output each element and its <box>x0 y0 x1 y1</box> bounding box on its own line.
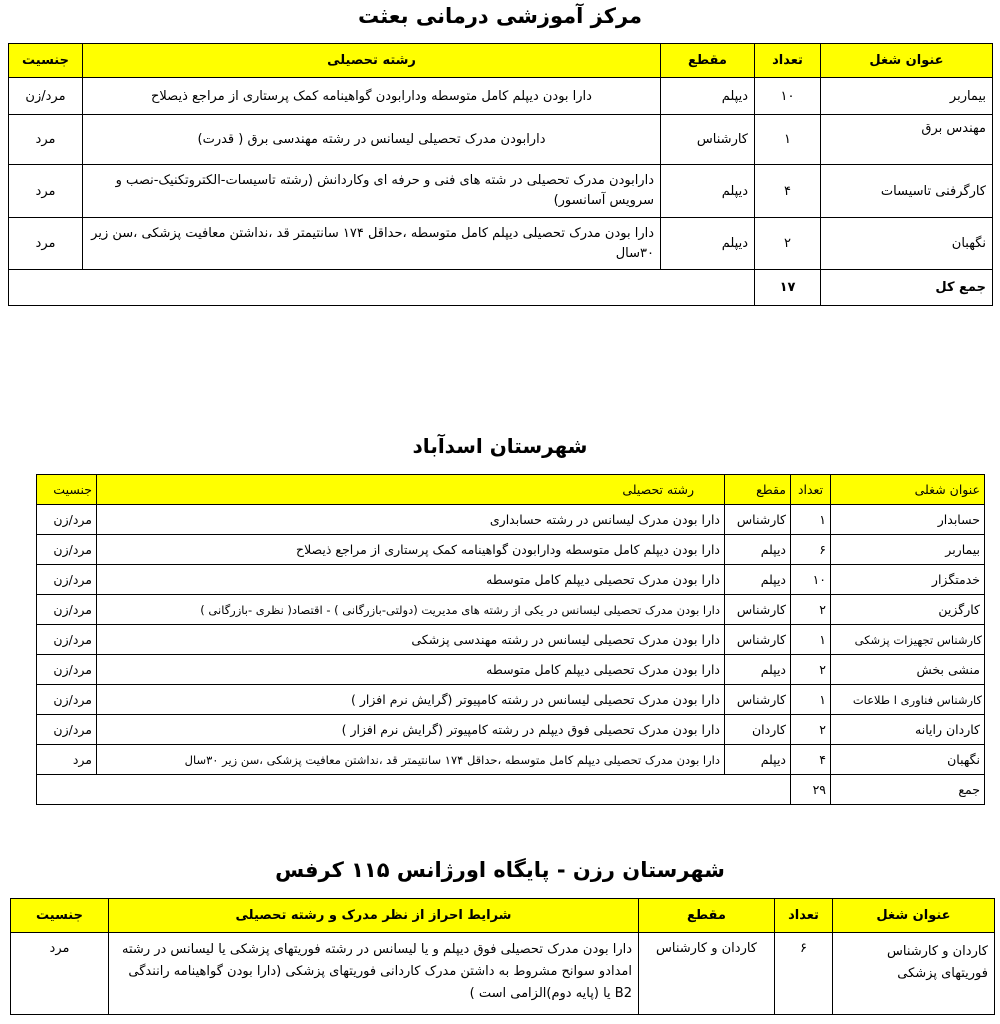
section1-table <box>8 43 993 306</box>
count-cell: ۶ <box>775 933 833 1015</box>
job-title-cell: بیماربر <box>831 535 985 565</box>
gender-cell: مرد/زن <box>9 78 83 115</box>
header-degree: مقطع <box>725 475 791 505</box>
field-cell: دارا بودن مدرک تحصیلی دیپلم کامل متوسطه ،حداقل ۱۷۴ سانتیمتر قد ،نداشتن معافیت پزشکی ،سن زیر ۳۰سال <box>97 745 725 775</box>
count-cell: ۱ <box>791 625 831 655</box>
degree-cell: کارشناس <box>725 505 791 535</box>
job-title-cell: کاردان و کارشناس فوریتهای پزشکی <box>833 933 995 1015</box>
header-field: رشته تحصیلی <box>97 475 725 505</box>
degree-cell: دیپلم <box>725 655 791 685</box>
field-cell: دارا بودن مدرک تحصیلی لیسانس در رشته کامپیوتر (گرایش نرم افزار ) <box>97 685 725 715</box>
header-gender: جنسیت <box>11 899 109 933</box>
gender-cell: مرد/زن <box>37 535 97 565</box>
header-job-title: عنوان شغل <box>821 44 993 78</box>
count-cell: ۱۰ <box>791 565 831 595</box>
gender-cell: مرد <box>9 115 83 165</box>
job-title-cell: کارشناس تجهیزات پزشکی <box>831 625 985 655</box>
gender-cell: مرد/زن <box>37 685 97 715</box>
count-cell: ۴ <box>755 165 821 218</box>
gender-cell: مرد <box>9 218 83 270</box>
gender-cell: مرد/زن <box>37 625 97 655</box>
table-row <box>9 218 993 270</box>
count-cell: ۲ <box>791 595 831 625</box>
count-cell: ۱ <box>755 115 821 165</box>
gender-cell: مرد/زن <box>37 715 97 745</box>
total-label: جمع کل <box>821 270 993 306</box>
gender-cell: مرد <box>9 165 83 218</box>
count-cell: ۱ <box>791 685 831 715</box>
job-title-cell: خدمتگزار <box>831 565 985 595</box>
job-title-cell: کارگزین <box>831 595 985 625</box>
degree-cell: دیپلم <box>661 165 755 218</box>
section1-title: مرکز آموزشی درمانی بعثت <box>357 4 643 28</box>
section2-table <box>36 474 985 805</box>
section3-table <box>10 898 995 1015</box>
count-cell: ۶ <box>791 535 831 565</box>
table-row <box>37 535 985 565</box>
total-row <box>37 775 985 805</box>
total-empty-cell <box>9 270 755 306</box>
count-cell: ۲ <box>791 655 831 685</box>
degree-cell: دیپلم <box>725 565 791 595</box>
total-empty-cell <box>37 775 791 805</box>
field-cell: دارا بودن مدرک لیسانس در رشته حسابداری <box>97 505 725 535</box>
count-cell: ۲ <box>755 218 821 270</box>
header-count: تعداد <box>791 475 831 505</box>
gender-cell: مرد <box>37 745 97 775</box>
degree-cell: کاردان و کارشناس <box>639 933 775 1015</box>
header-field: رشته تحصیلی <box>83 44 661 78</box>
field-cell: دارابودن مدرک تحصیلی در شته های فنی و حرفه ای وکاردانش (رشته تاسیسات-الکتروتکنیک-نصب و سرویس آسانسور) <box>83 165 661 218</box>
degree-cell: کارشناس <box>725 685 791 715</box>
header-degree: مقطع <box>661 44 755 78</box>
gender-cell: مرد/زن <box>37 655 97 685</box>
field-cell: دارا بودن مدرک تحصیلی دیپلم کامل متوسطه <box>97 565 725 595</box>
count-cell: ۲ <box>791 715 831 745</box>
gender-cell: مرد/زن <box>37 565 97 595</box>
table-header-row <box>9 44 993 78</box>
table-row <box>37 625 985 655</box>
table-row <box>37 715 985 745</box>
table-row <box>37 505 985 535</box>
job-title-cell: حسابدار <box>831 505 985 535</box>
degree-cell: دیپلم <box>661 78 755 115</box>
job-title-cell: نگهبان <box>821 218 993 270</box>
field-cell: دارا بودن مدرک تحصیلی دیپلم کامل متوسطه <box>97 655 725 685</box>
job-title-cell: بیماربر <box>821 78 993 115</box>
table-header-row <box>11 899 995 933</box>
header-gender: جنسیت <box>9 44 83 78</box>
field-cell: دارا بودن مدرک تحصیلی دیپلم کامل متوسطه ،حداقل ۱۷۴ سانتیمتر قد ،نداشتن معافیت پزشکی ،سن زیر ۳۰سال <box>83 218 661 270</box>
degree-cell: کارشناس <box>725 595 791 625</box>
job-title-cell: مهندس برق <box>821 115 993 165</box>
field-cell: دارا بودن مدرک تحصیلی لیسانس در رشته مهندسی پزشکی <box>97 625 725 655</box>
degree-cell: دیپلم <box>725 745 791 775</box>
table-row <box>37 655 985 685</box>
header-job-title: عنوان شغلی <box>831 475 985 505</box>
field-cell: دارا بودن دیپلم کامل متوسطه ودارابودن گواهینامه کمک پرستاری از مراجع ذیصلاح <box>97 535 725 565</box>
degree-cell: دیپلم <box>725 535 791 565</box>
header-job-title: عنوان شغل <box>833 899 995 933</box>
job-title-cell: نگهبان <box>831 745 985 775</box>
gender-cell: مرد <box>11 933 109 1015</box>
total-label: جمع <box>831 775 985 805</box>
field-cell: دارا بودن مدرک تحصیلی لیسانس در یکی از رشته های مدیریت (دولتی-بازرگانی ) - اقتصاد( نظری -بازرگانی ) <box>97 595 725 625</box>
field-cell: دارا بودن دیپلم کامل متوسطه ودارابودن گواهینامه کمک پرستاری از مراجع ذیصلاح <box>83 78 661 115</box>
header-field: شرایط احراز از نظر مدرک و رشته تحصیلی <box>109 899 639 933</box>
table-row <box>37 565 985 595</box>
header-count: تعداد <box>775 899 833 933</box>
field-cell: دارابودن مدرک تحصیلی لیسانس در رشته مهندسی برق ( قدرت) <box>83 115 661 165</box>
job-title-cell: کارشناس فناوری ا طلاعات <box>831 685 985 715</box>
field-cell: دارا بودن مدرک تحصیلی فوق دیپلم و یا لیسانس در رشته فوریتهای پزشکی یا لیسانس در رشته امدادو سوانح مشروط به داشتن مدرک کاردانی فوریتهای پزشکی (دارا بودن گواهینامه رانندگی B2 یا (پایه دوم)الزامی است ) <box>109 933 639 1015</box>
table-row <box>37 595 985 625</box>
table-row <box>9 78 993 115</box>
degree-cell: کاردان <box>725 715 791 745</box>
gender-cell: مرد/زن <box>37 505 97 535</box>
degree-cell: کارشناس <box>661 115 755 165</box>
table-row <box>11 933 995 1015</box>
job-title-cell: کاردان رایانه <box>831 715 985 745</box>
header-count: تعداد <box>755 44 821 78</box>
job-title-cell: منشی بخش <box>831 655 985 685</box>
table-row <box>9 115 993 165</box>
total-value: ۱۷ <box>755 270 821 306</box>
header-degree: مقطع <box>639 899 775 933</box>
count-cell: ۱۰ <box>755 78 821 115</box>
gender-cell: مرد/زن <box>37 595 97 625</box>
section3-title: شهرستان رزن - پایگاه اورژانس ۱۱۵ کرفس <box>275 858 725 882</box>
total-value: ۲۹ <box>791 775 831 805</box>
table-header-row <box>37 475 985 505</box>
degree-cell: دیپلم <box>661 218 755 270</box>
table-row <box>37 745 985 775</box>
count-cell: ۱ <box>791 505 831 535</box>
count-cell: ۴ <box>791 745 831 775</box>
table-row <box>37 685 985 715</box>
total-row <box>9 270 993 306</box>
job-title-cell: کارگرفنی تاسیسات <box>821 165 993 218</box>
table-row <box>9 165 993 218</box>
header-gender: جنسیت <box>37 475 97 505</box>
field-cell: دارا بودن مدرک تحصیلی فوق دیپلم در رشته کامپیوتر (گرایش نرم افزار ) <box>97 715 725 745</box>
section2-title: شهرستان اسدآباد <box>412 434 588 458</box>
degree-cell: کارشناس <box>725 625 791 655</box>
